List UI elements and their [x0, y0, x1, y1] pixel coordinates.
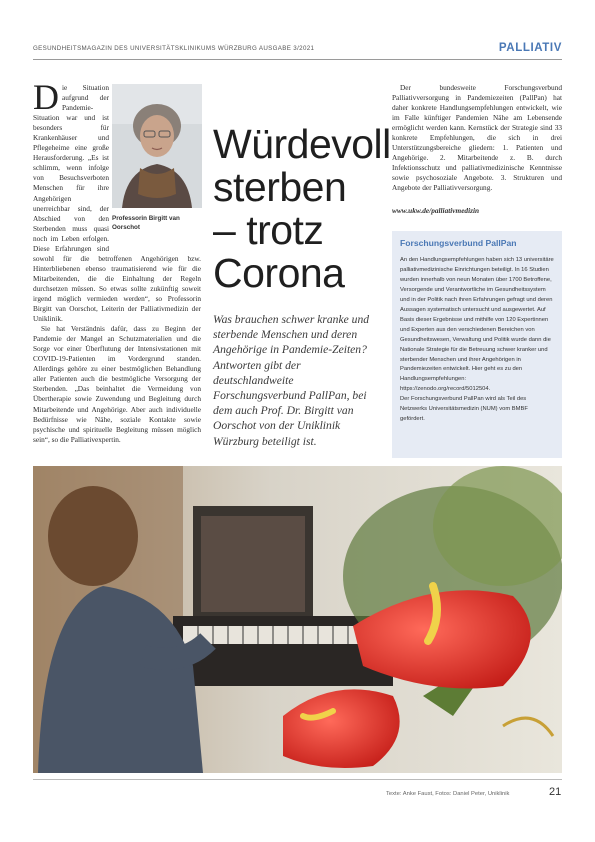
paragraph-right: Der bundesweite Forschungsverbund Palliativversorgung in Pandemiezeiten (PallPan) hat daher konkrete Handlungsempfehlungen entwickelt, wie im Falle künftiger Pandemien Nähe am Lebensende ermöglicht werden kann. Kernstück der Strategie sind 33 konkrete Empfehlungen, die sich in drei Unterstützungsbereiche gliedern: 1. Patienten und Angehörige. 2. Mitarbeitende z. B. durch Infektionsschutz und palliativmedizinische Kenntnisse sowie psychosoziale Angebote. 3. Strukturen und Angebote der Palliativversorgung.: [392, 83, 562, 193]
header-publication: GESUNDHEITSMAGAZIN DES UNIVERSITÄTSKLINIKUMS WÜRZBURG AUSGABE 3/2021: [33, 45, 315, 52]
info-box-text: [400, 256, 554, 425]
right-column: [392, 83, 562, 194]
headline: Würdevoll sterben – trotz Corona: [213, 121, 391, 296]
section-tag: PALLIATIV: [498, 42, 562, 54]
header-rule: [33, 59, 562, 60]
photo-credit: Texte: Anke Faust, Fotos: Daniel Peter, Uniklinik: [386, 791, 510, 797]
article-url[interactable]: www.ukw.de/palliativmedizin: [392, 206, 480, 215]
info-box-paragraph-2: Der Forschungsverbund PallPan wird als Teil des Netzwerks Universitätsmedizin (NUM) vom BMBF gefördert.: [400, 396, 528, 423]
footer-rule: [33, 779, 562, 780]
dropcap: D: [33, 77, 59, 117]
page-number: 21: [549, 786, 562, 798]
paragraph-1-text: ie Situation aufgrund der Pandemie-Situation war und ist besonders für Krankenhäuser und Pflegeheime eine große Herausforderung. „Es ist schlimm, wenn infolge von Besuchsverboten Menschen für ihre Angehörigen unerreichbar sind, der Abschied von den Sterbenden muss quasi noch im Leben erfolgen. Diese Erfahrungen sind sowohl für die betroffenen Angehörigen bzw. Hinterbliebenen ebenso traumatisierend wie für die Mitarbeitenden, die die Einhaltung der Regeln durchsetzen müssen. So etwas sollte zukünftig soweit irgend möglich vermieden werden“, so Professorin Birgitt van Oorschot, Leiterin der Palliativmedizin der Uniklinik.: [33, 83, 201, 324]
portrait-photo: [112, 84, 202, 208]
info-box-title: Forschungsverbund PallPan: [400, 238, 517, 248]
lead-text: Was brauchen schwer kranke und sterbende Menschen und deren Angehörige in Pandemie-Zeiten? Antworten gibt der deutschlandweite Forschungsverbund PallPan, bei dem auch Prof. Dr. Birgitt van Oorschot von der Uniklinik Würzburg beteiligt ist.: [213, 313, 370, 448]
info-box: [392, 231, 562, 458]
main-photo: [33, 466, 562, 773]
portrait-caption: Professorin Birgitt van Oorschot: [112, 215, 180, 231]
paragraph-2: Sie hat Verständnis dafür, dass zu Beginn der Pandemie der Mangel an Schutzmaterialien und die Sorge vor einer Überflutung der Intensivstationen mit COVID-19-Patienten im Vordergrund standen. Allerdings gehöre zu einer bestmöglichen Behandlung aller Patienten auch die bestmögliche Versorgung der Sterbenden. „Das beinhaltet die Vermeidung von Übertherapie sowie Zuwendung und Begleitung durch Mitarbeitende und Angehörige. Aber auch individuelle Bedürfnisse wie Nähe, soziale Kontakte sowie psychische und spirituelle Begleitung müssen möglich sein“, so die Palliativexpertin.: [33, 324, 201, 444]
info-box-paragraph-1: An den Handlungsempfehlungen haben sich 13 universitäre palliativmedizinische Einrichtungen beteiligt. In 16 Studien wurden innerhalb von neun Monaten über 1700 Betroffene, Versorgende und Verantwortliche im Gesundheitssystem und in der Politik nach ihren Erfahrungen gefragt und deren Aussagen systematisch untersucht und ausgewertet. Auf Basis dieser Ergebnisse und mithilfe von 120 Expertinnen und Experten aus den verschiedenen Bereichen von Gesundheitswesen, Verwaltung und Politik wurde dann die Nationale Strategie für die Betreuung schwer kranker und sterbender Menschen und ihrer Angehörigen in Pandemiezeiten entwickelt. Hier geht es zu den Handlungsempfehlungen: https://zenodo.org/record/5012504.: [400, 257, 554, 393]
